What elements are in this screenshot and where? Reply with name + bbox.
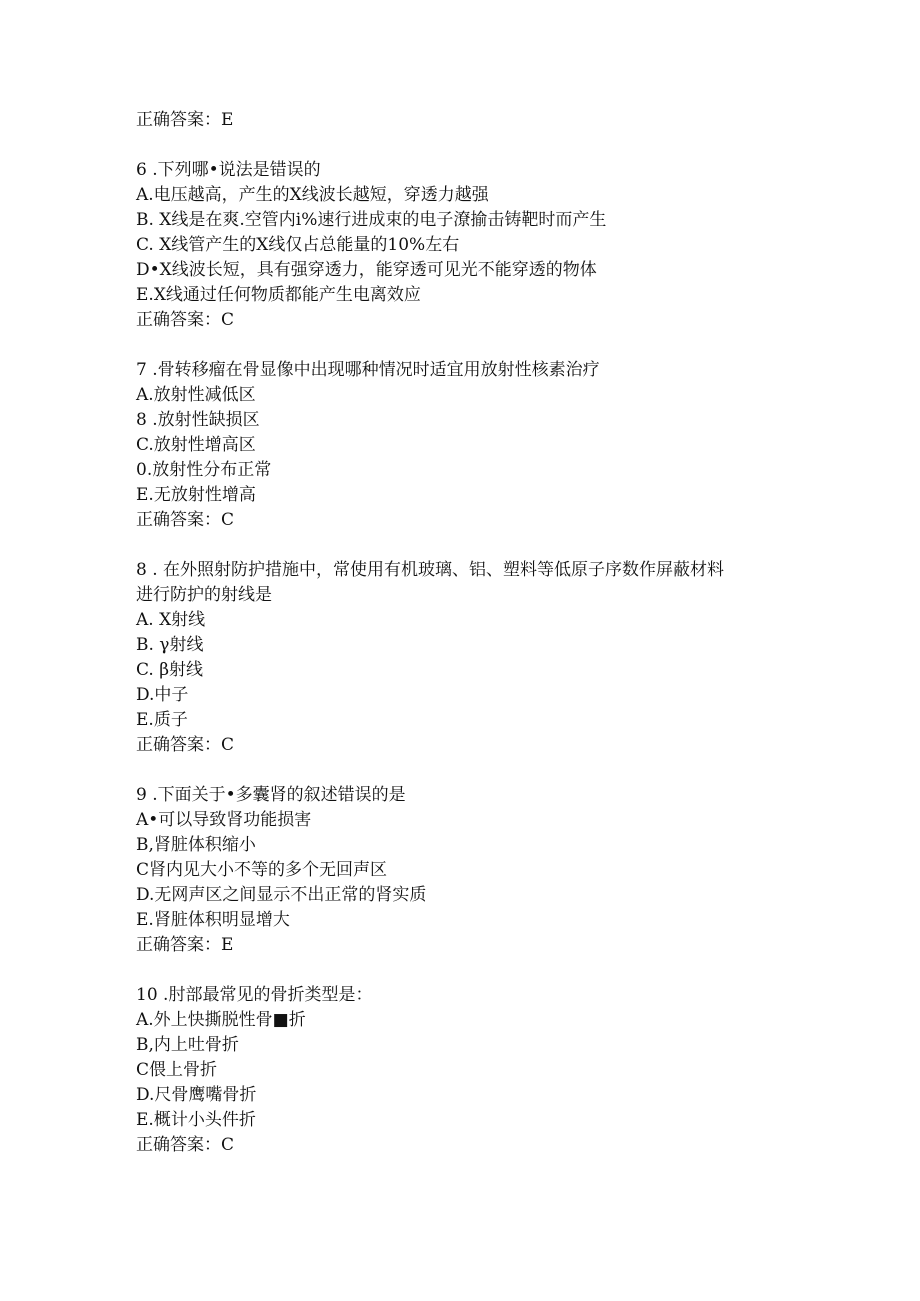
question-text-line-2: 进行防护的射线是 [136, 585, 272, 605]
question-block-8 [136, 558, 836, 758]
question-text: 9 .下面关于•多囊肾的叙述错误的是 [136, 785, 406, 805]
option-a: A.电压越高，产生的X线波长越短，穿透力越强 [136, 185, 489, 205]
question-text-line-1: 8 . 在外照射防护措施中，常使用有机玻璃、铝、塑料等低原子序数作屏蔽材料 [136, 560, 725, 580]
answer-line: 正确答案：C [136, 1135, 235, 1155]
option-a: A. X射线 [136, 610, 206, 630]
question-block-10 [136, 983, 836, 1158]
option-c: C. X线管产生的X线仅占总能量的10%左右 [136, 235, 460, 255]
option-b: B. X线是在爽.空管内i%速行进成束的电子潦揄击铸靶时而产生 [136, 210, 607, 230]
option-c: C.放射性增高区 [136, 435, 256, 455]
question-text: 6 .下列哪•说法是错误的 [136, 160, 321, 180]
option-b: B,内上吐骨折 [136, 1035, 239, 1055]
option-d: 0.放射性分布正常 [136, 460, 272, 480]
option-e: E.肾脏体积明显增大 [136, 910, 290, 930]
question-text: 7 .骨转移瘤在骨显像中出现哪种情况时适宜用放射性核素治疗 [136, 360, 600, 380]
document-page [136, 108, 836, 1158]
answer-line: 正确答案：E [136, 935, 234, 955]
spacer [136, 758, 836, 783]
spacer [136, 533, 836, 558]
option-a: A.放射性减低区 [136, 385, 256, 405]
question-block-9 [136, 783, 836, 958]
option-e: E.无放射性增高 [136, 485, 256, 505]
option-a: A.外上快撕脱性骨■折 [136, 1010, 306, 1030]
option-e: E.X线通过任何物质都能产生电离效应 [136, 285, 421, 305]
option-b: B. γ射线 [136, 635, 204, 655]
option-b: B,肾脏体积缩小 [136, 835, 256, 855]
option-c: C. β射线 [136, 660, 204, 680]
question-text: 10 .肘部最常见的骨折类型是： [136, 985, 373, 1005]
option-d: D.尺骨鹰嘴骨折 [136, 1085, 257, 1105]
answer-line: 正确答案：C [136, 510, 235, 530]
option-b: 8 .放射性缺损区 [136, 410, 260, 430]
answer-line: 正确答案：C [136, 310, 235, 330]
answer-line: 正确答案：E [136, 110, 234, 130]
spacer [136, 133, 836, 158]
option-c: C肾内见大小不等的多个无回声区 [136, 860, 388, 880]
answer-line: 正确答案：C [136, 735, 235, 755]
spacer [136, 333, 836, 358]
option-e: E.质子 [136, 710, 188, 730]
spacer [136, 958, 836, 983]
option-d: D.无网声区之间显示不出正常的肾实质 [136, 885, 427, 905]
option-e: E.概计小头件折 [136, 1110, 256, 1130]
option-d: D•X线波长短，具有强穿透力，能穿透可见光不能穿透的物体 [136, 260, 597, 280]
option-a: A•可以导致肾功能损害 [136, 810, 312, 830]
question-block-7 [136, 358, 836, 533]
question-block-6 [136, 158, 836, 333]
option-d: D.中子 [136, 685, 189, 705]
option-c: C偎上骨折 [136, 1060, 218, 1080]
